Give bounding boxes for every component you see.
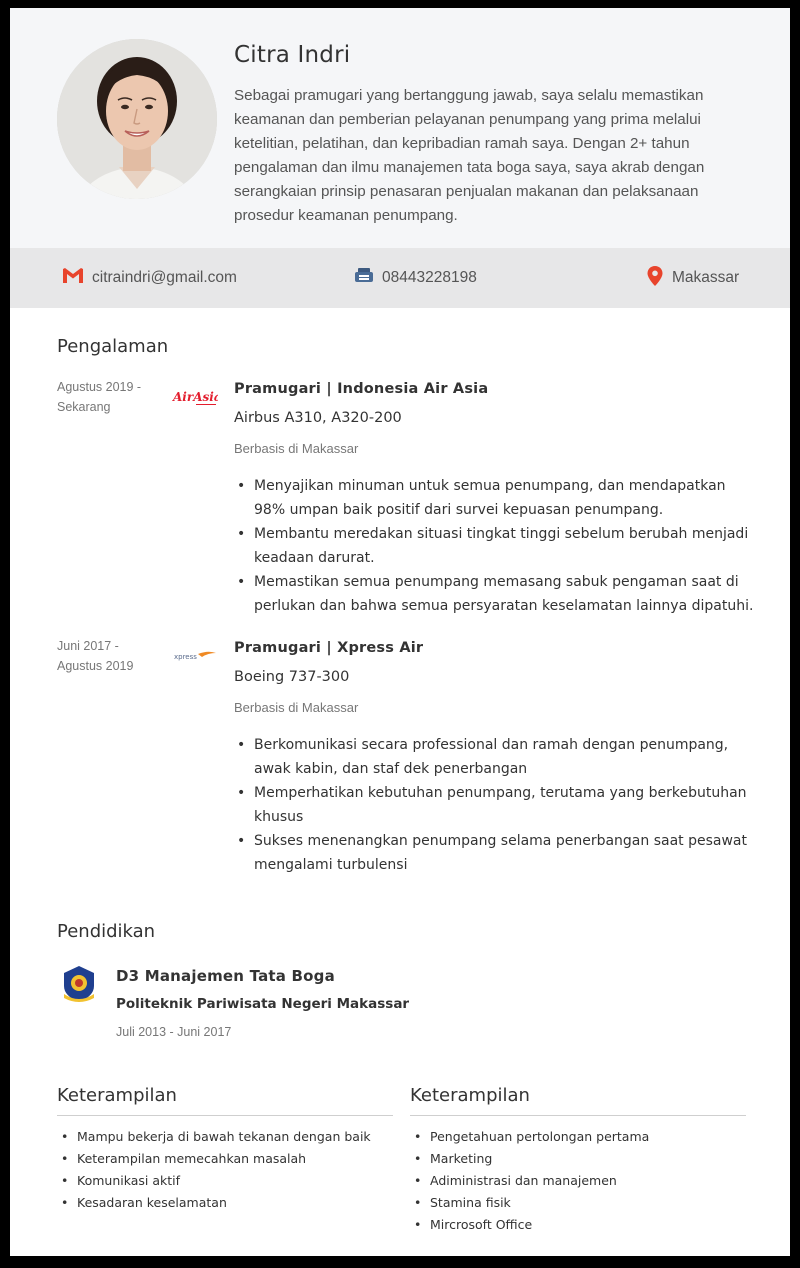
job-date: Agustus 2019 - Sekarang (57, 380, 142, 414)
phone-text: 08443228198 (382, 269, 477, 286)
skill-item: • Kesadaran keselamatan (57, 1192, 393, 1214)
job-bullet: • Sukses menenangkan penumpang selama penerbangan saat pesawat mengalami turbulensi (234, 829, 754, 877)
resume-page (10, 8, 790, 1256)
svg-text:xpress: xpress (174, 653, 197, 661)
airasia-logo (172, 386, 218, 412)
job-aircraft: Airbus A310, A320-200 (234, 410, 402, 426)
map-pin-icon (646, 265, 672, 292)
skill-item: • Keterampilan memecahkan masalah (57, 1148, 393, 1170)
contact-phone[interactable] (354, 248, 477, 308)
skills-heading: Keterampilan (57, 1085, 393, 1116)
contact-bar (10, 248, 790, 308)
skills-column-left (57, 1085, 393, 1214)
skill-item: • Adiministrasi dan manajemen (410, 1170, 746, 1192)
skills-list (57, 1126, 393, 1214)
skills-heading: Keterampilan (410, 1085, 746, 1116)
xpress-logo (172, 648, 218, 668)
job-bullets (234, 733, 754, 877)
job-bullet: • Menyajikan minuman untuk semua penumpang, dan mendapatkan 98% umpan baik positif dari survei kepuasan penumpang. (234, 474, 754, 522)
education-heading: Pendidikan (57, 921, 156, 942)
resume-header (10, 8, 790, 248)
education-date: Juli 2013 - Juni 2017 (116, 1025, 232, 1039)
skills-list (410, 1126, 746, 1236)
job-bullet: • Berkomunikasi secara professional dan ramah dengan penumpang, awak kabin, dan staf dek penerbangan (234, 733, 754, 781)
contact-location[interactable] (646, 248, 739, 308)
job-bullets (234, 474, 754, 618)
profile-photo (57, 39, 217, 199)
gmail-icon (62, 267, 92, 289)
phone-icon (354, 267, 382, 290)
school-emblem-icon (60, 964, 98, 1008)
profile-summary: Sebagai pramugari yang bertanggung jawab, saya selalu memastikan keamanan dan pemberian pelayanan penumpang yang prima melalui ketelitian, pelatihan, dan kepribadian ramah saya. Dengan 2+ tahun pengalaman dan ilmu manajemen tata boga saya, saya akrab dengan serangkaian prinsip penasaran penjualan makanan dan pelaksanaan prosedur keamanan penumpang. (234, 87, 705, 224)
skill-item: • Stamina fisik (410, 1192, 746, 1214)
job-location: Berbasis di Makassar (234, 700, 359, 715)
profile-name: Citra Indri (234, 42, 351, 68)
skill-item: • Komunikasi aktif (57, 1170, 393, 1192)
job-date: Juni 2017 - Agustus 2019 (57, 639, 134, 673)
job-bullet: • Membantu meredakan situasi tingkat tinggi sebelum berubah menjadi keadaan darurat. (234, 522, 754, 570)
education-school: Politeknik Pariwisata Negeri Makassar (116, 996, 410, 1012)
skill-item: • Pengetahuan pertolongan pertama (410, 1126, 746, 1148)
contact-email[interactable] (62, 248, 237, 308)
experience-heading: Pengalaman (57, 336, 169, 357)
job-aircraft: Boeing 737-300 (234, 669, 350, 685)
job-bullet: • Memperhatikan kebutuhan penumpang, terutama yang berkebutuhan khusus (234, 781, 754, 829)
skill-item: • Mircrosoft Office (410, 1214, 746, 1236)
job-bullet: • Memastikan semua penumpang memasang sabuk pengaman saat di perlukan dan bahwa semua persyaratan keselamatan lainnya dipatuhi. (234, 570, 754, 618)
job-title: Pramugari | Xpress Air (234, 640, 424, 656)
email-text: citraindri@gmail.com (92, 269, 237, 286)
skills-column-right (410, 1085, 746, 1236)
skill-item: • Marketing (410, 1148, 746, 1170)
location-text: Makassar (672, 269, 740, 286)
skill-item: • Mampu bekerja di bawah tekanan dengan baik (57, 1126, 393, 1148)
job-location: Berbasis di Makassar (234, 441, 359, 456)
job-title: Pramugari | Indonesia Air Asia (234, 381, 489, 397)
svg-text:AirAsia: AirAsia (173, 390, 218, 404)
education-degree: D3 Manajemen Tata Boga (116, 967, 335, 985)
